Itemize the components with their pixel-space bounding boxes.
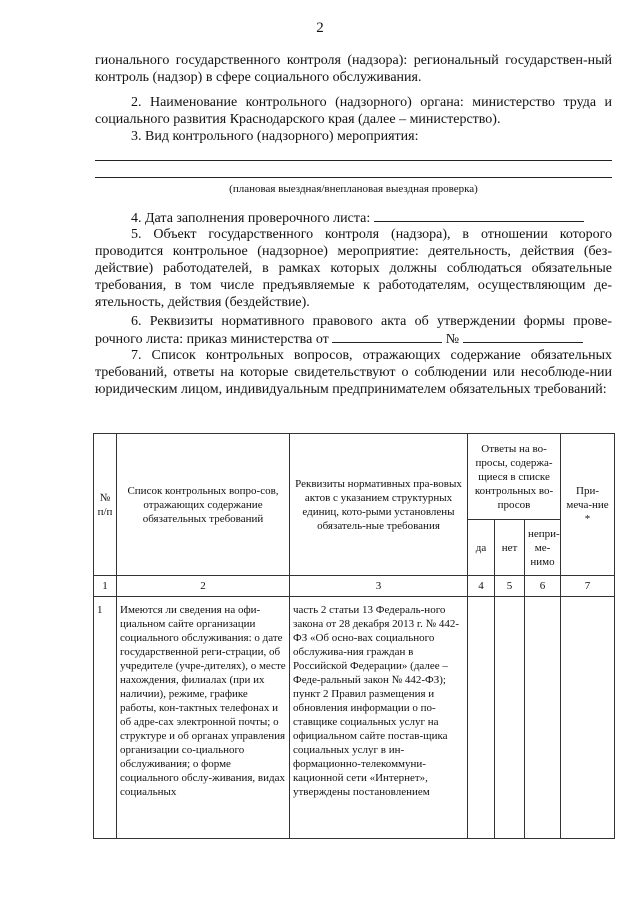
header-questions: Список контрольных вопро-сов, отражающих содержание обязательных требований [117, 434, 290, 576]
column-number: 5 [495, 576, 525, 597]
column-number: 4 [468, 576, 495, 597]
column-number: 1 [94, 576, 117, 597]
table-row [94, 597, 615, 839]
blank-line [95, 160, 612, 161]
header-answer-yes: да [468, 520, 495, 576]
paragraph-6 [95, 313, 612, 348]
fill-date-blank [374, 209, 584, 222]
order-date-blank [332, 330, 442, 343]
answer-na-cell [525, 597, 561, 839]
paragraph-3: 3. Вид контрольного (надзорного) мероприятия: [131, 129, 419, 144]
paragraph-2: 2. Наименование контрольного (надзорного) органа: министерство труда и социального развития Краснодарского края (далее – министерство). [95, 95, 612, 127]
row-requisites: часть 2 статьи 13 Федераль-ного закона от 28 декабря 2013 г. № 442-ФЗ «Об осно-вах социального обслужива-ния граждан в Российской Федерации» (далее – Феде-ральный закон № 442-ФЗ); пункт 2 Правил размещения и обновления информации о по-ставщике социальных услуг на официальном сайте постав-щика социальных услуг в ин-формационно-телекоммуни-кационной сети «Интернет», утверждены постановлением [290, 597, 468, 839]
page-number: 2 [316, 20, 324, 36]
order-number-sign: № [445, 332, 460, 347]
header-note: При-меча-ние * [561, 434, 615, 576]
column-number: 7 [561, 576, 615, 597]
order-number-blank [463, 330, 583, 343]
paragraph-5: 5. Объект государственного контроля (надзора), в отношении которого проводится контрольное (надзорное) мероприятие: деятельность, действия (без-действие) работодателей, в рамках которых должны соблюдаться обязательные требования, в том числе предъявляемые к работодателям, осуществляющим де-ятельность, действия (бездействие). [95, 227, 612, 310]
paragraph-4 [95, 209, 612, 227]
order-reference-text: 6. Реквизиты нормативного правового акта об утверждении формы прове-рочного листа: приказ министерства от [95, 314, 612, 347]
note-cell [561, 597, 615, 839]
header-requisites: Реквизиты нормативных пра-вовых актов с указанием структурных единиц, кото-рыми установлены обязатель-ные требования [290, 434, 468, 576]
blank-line [95, 177, 612, 178]
paragraph-7: 7. Список контрольных вопросов, отражающих содержание обязательных требований, ответы на которые свидетельствуют о соблюдении или несоблюде-нии юридическим лицом, индивидуальным предпринимателем обязательных требований: [95, 348, 612, 397]
answer-yes-cell [468, 597, 495, 839]
header-answer-not-applicable: непри-ме-нимо [525, 520, 561, 576]
header-answers: Ответы на во-просы, содержа-щиеся в списке контрольных во-просов [468, 434, 561, 520]
header-answer-no: нет [495, 520, 525, 576]
column-numbers-row [94, 576, 615, 597]
paragraph-1-continuation: гионального государственного контроля (надзора): региональный государствен-ный контроль (надзор) в сфере социального обслуживания. [95, 53, 612, 85]
column-number: 6 [525, 576, 561, 597]
header-number: № п/п [94, 434, 117, 576]
fill-date-label: 4. Дата заполнения проверочного листа: [131, 211, 371, 226]
column-number: 2 [117, 576, 290, 597]
row-question: Имеются ли сведения на офи-циальном сайте организации социального обслуживания: о дате государственной реги-страции, об учредителе (учре-дителях), о месте нахождения, филиалах (при их наличии), режиме, графике работы, кон-тактных телефонах и об адре-сах электронной почты; о структуре и об органах управления организации со-циального обслуживания; о форме социального обслу-живания, видах социальных [117, 597, 290, 839]
answer-no-cell [495, 597, 525, 839]
row-number: 1 [94, 597, 117, 839]
inspection-type-caption: (плановая выездная/внеплановая выездная проверка) [229, 183, 478, 195]
checklist-table [93, 433, 615, 839]
column-number: 3 [290, 576, 468, 597]
